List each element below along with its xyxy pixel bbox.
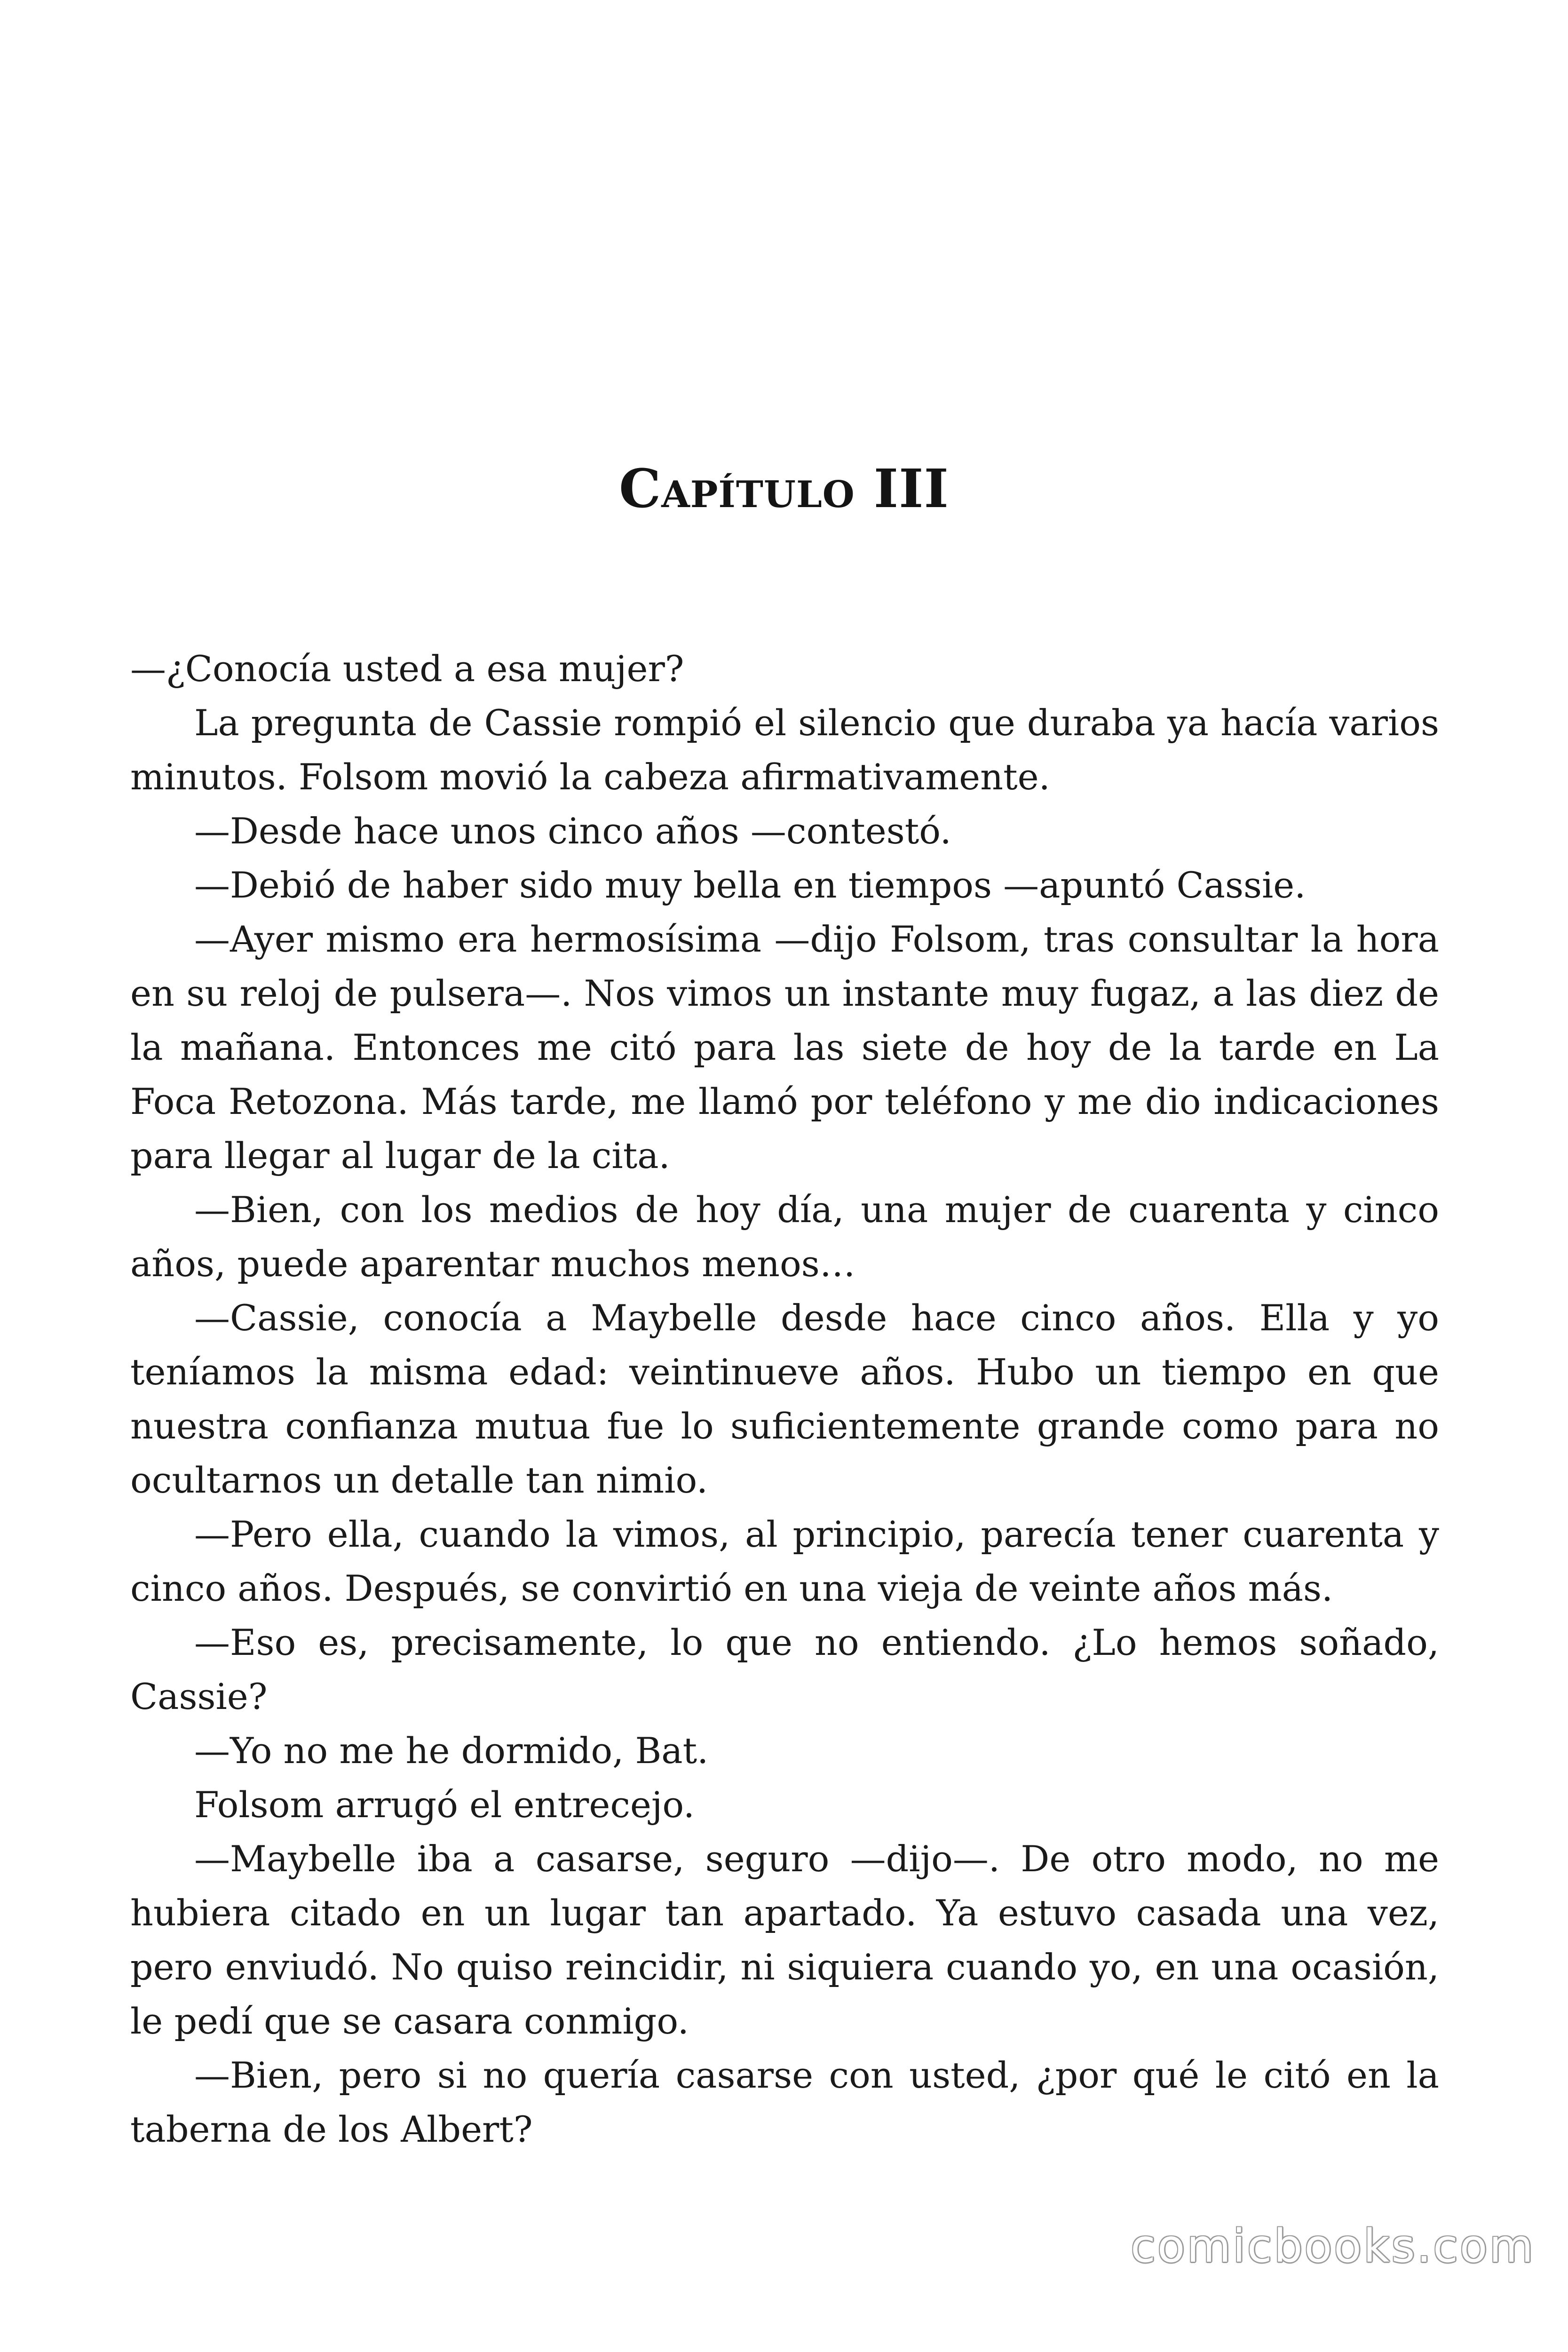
paragraph: Folsom arrugó el entrecejo. [194,1784,695,1826]
paragraph: —Pero ella, cuando la vimos, al principio, parecía tener cuarenta y cinco años. Después, se convirtió en una vieja de veinte años más. [130,1513,1439,1609]
paragraph: —Ayer mismo era hermosísima —dijo Folsom, tras consultar la hora en su reloj de pulsera—. Nos vimos un instante muy fugaz, a las diez de la mañana. Entonces me citó para las siete de hoy de la tarde en La Foca Retozona. Más tarde, me llamó por teléfono y me dio indicaciones para llegar al lugar de la cita. [130,918,1439,1176]
paragraph: —Bien, con los medios de hoy día, una mujer de cuarenta y cinco años, puede aparentar muchos menos… [130,1189,1439,1285]
paragraph: —Desde hace unos cinco años —contestó. [194,810,951,852]
chapter-body [130,642,1439,2156]
paragraph: —¿Conocía usted a esa mujer? [130,648,684,690]
paragraph: La pregunta de Cassie rompió el silencio que duraba ya hacía varios minutos. Folsom movió la cabeza afirmativamente. [130,702,1439,798]
paragraph: —Cassie, conocía a Maybelle desde hace cinco años. Ella y yo teníamos la misma edad: veintinueve años. Hubo un tiempo en que nuestra confianza mutua fue lo suficientemente grande como para no ocultarnos un detalle tan nimio. [130,1297,1439,1501]
paragraph: —Yo no me he dormido, Bat. [194,1730,709,1772]
paragraph: —Bien, pero si no quería casarse con usted, ¿por qué le citó en la taberna de los Albert? [130,2054,1439,2150]
paragraph: —Debió de haber sido muy bella en tiempos —apuntó Cassie. [194,864,1306,906]
watermark: comicbooks.com [1130,2220,1535,2273]
paragraph: —Maybelle iba a casarse, seguro —dijo—. De otro modo, no me hubiera citado en un lugar tan apartado. Ya estuvo casada una vez, pero enviudó. No quiso reincidir, ni siquiera cuando yo, en una ocasión, le pedí que se casara conmigo. [130,1838,1439,2042]
paragraph: —Eso es, precisamente, lo que no entiendo. ¿Lo hemos soñado, Cassie? [130,1621,1439,1717]
chapter-title: Capítulo III [619,458,949,520]
